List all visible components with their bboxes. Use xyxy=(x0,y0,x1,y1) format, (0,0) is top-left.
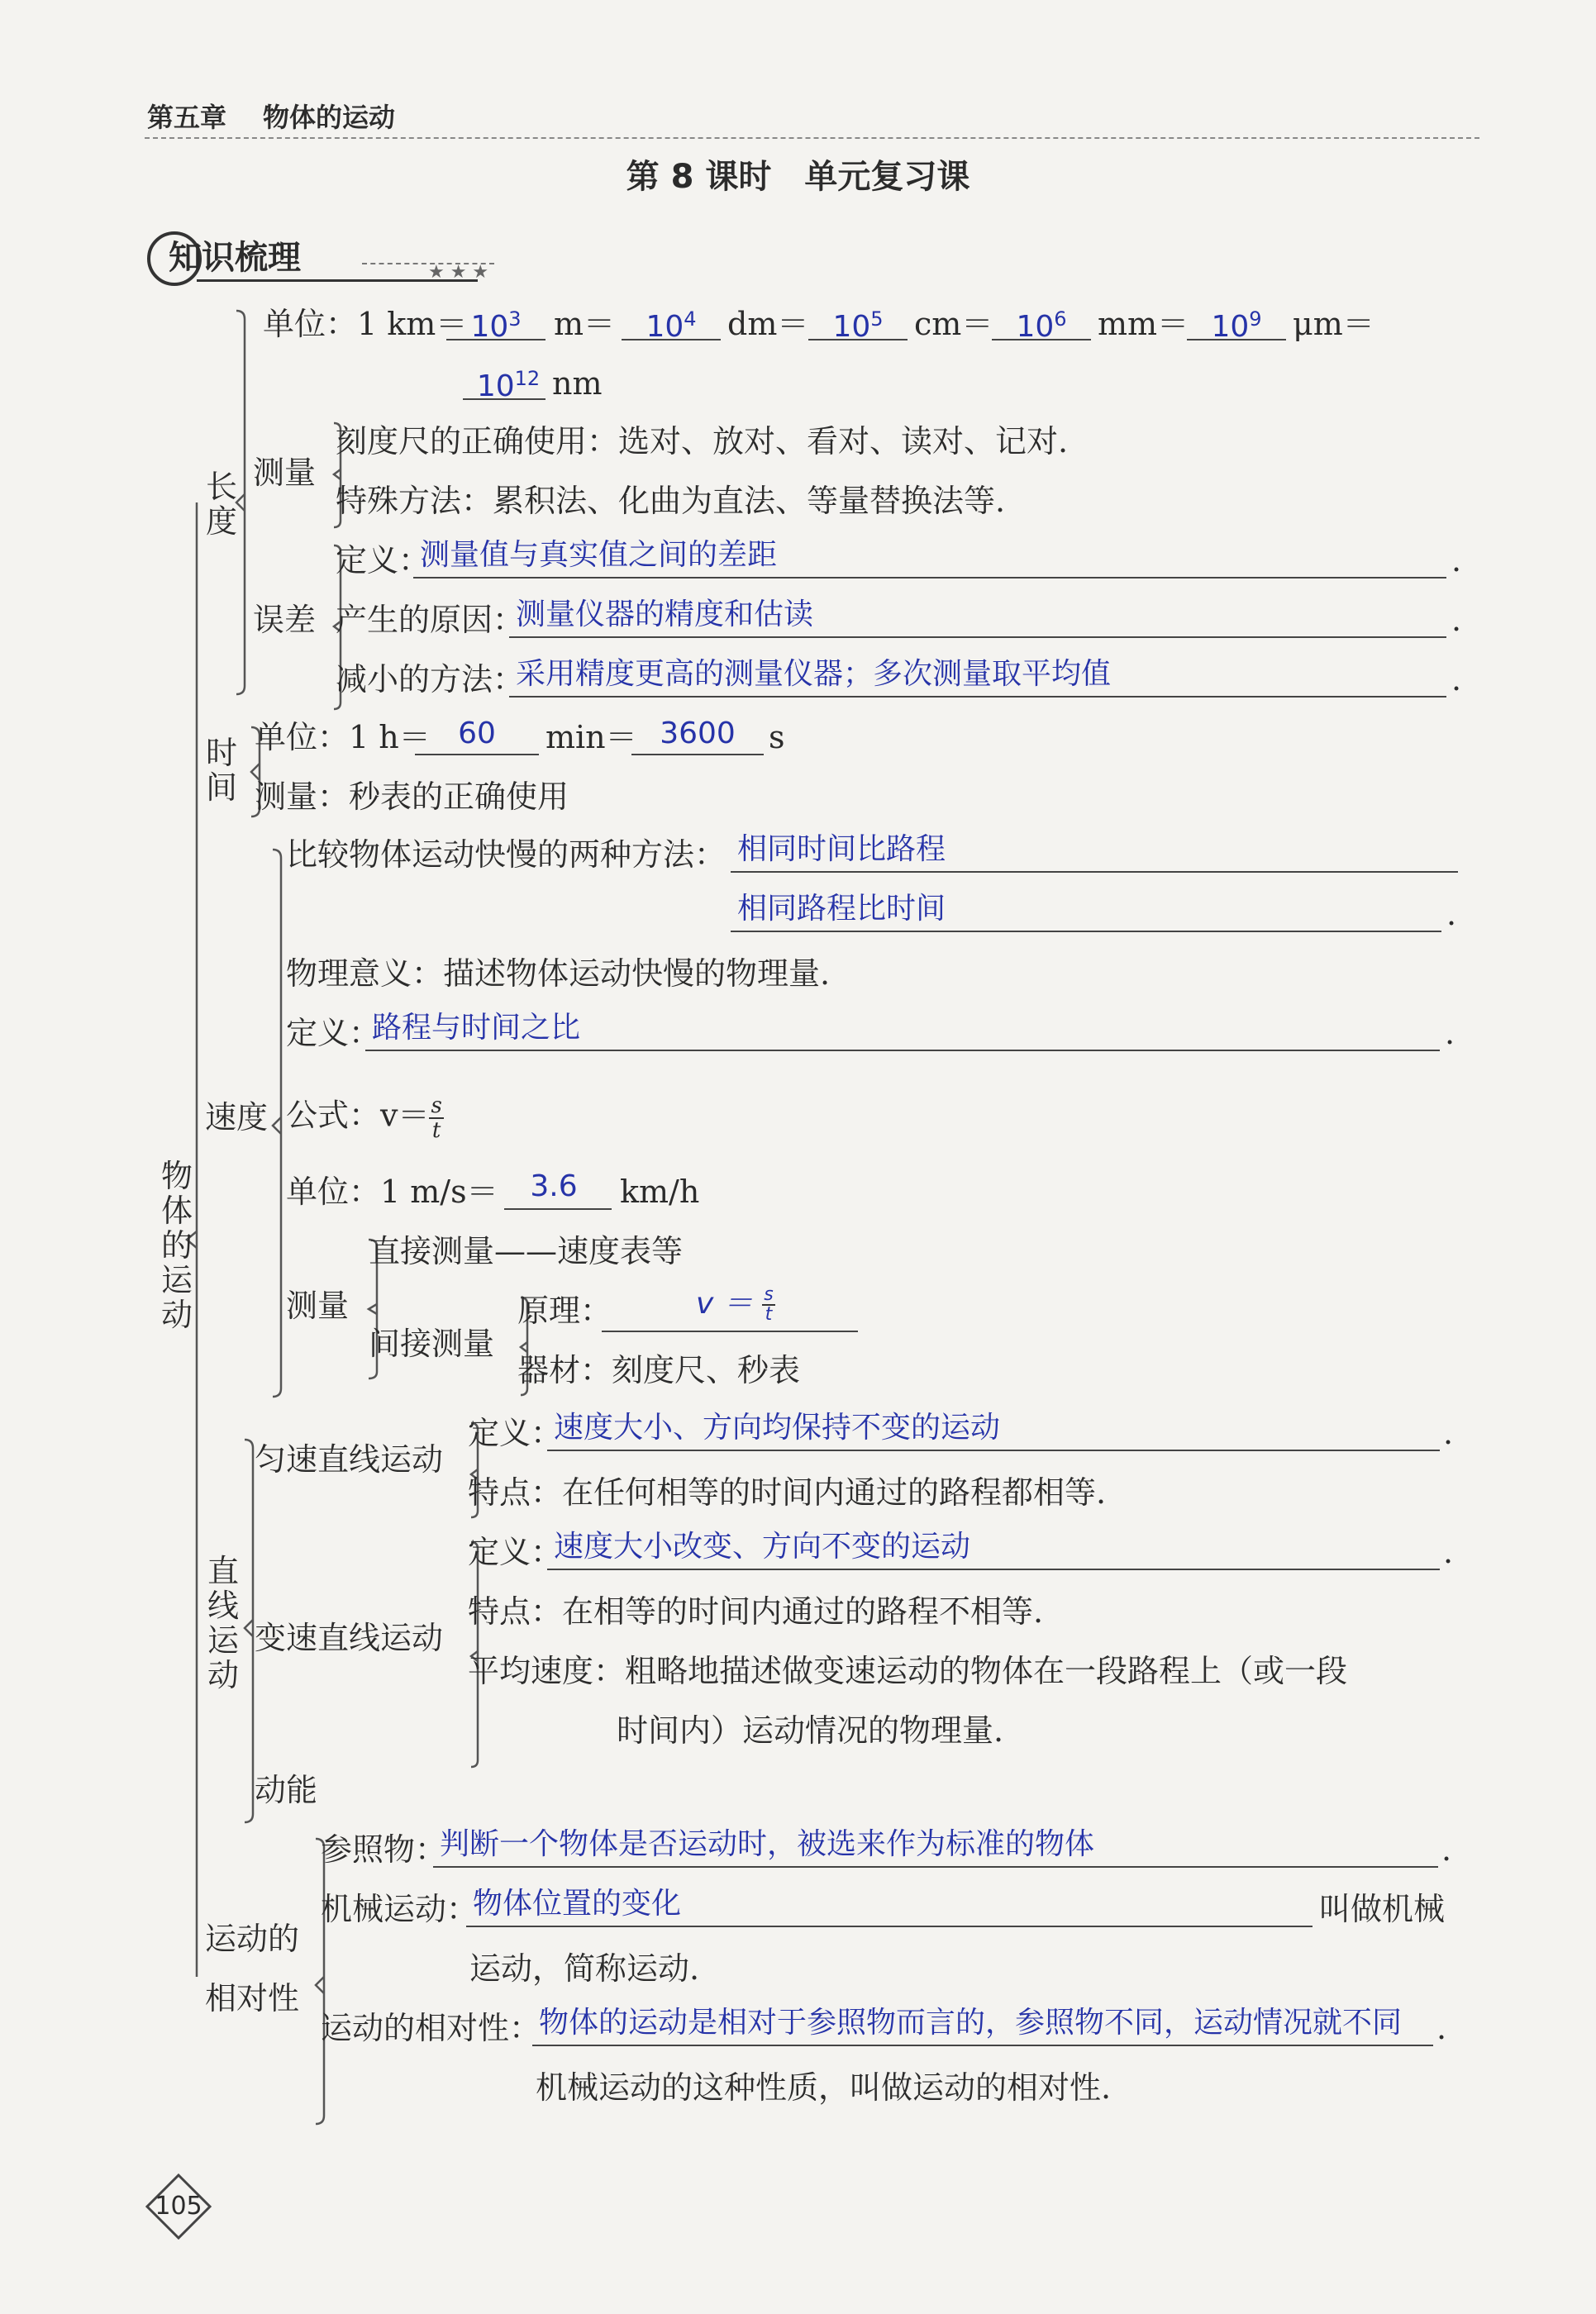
principle-denominator: t xyxy=(765,1304,773,1325)
period: . xyxy=(1446,896,1457,932)
answer-km-um: $10^9$ xyxy=(1211,307,1262,344)
answer-km-m: $10^3$ xyxy=(470,307,522,344)
speed-measure-label: 测量 xyxy=(286,1288,350,1324)
period: . xyxy=(1451,542,1462,578)
blank-hour-min xyxy=(415,754,539,755)
section-badge-label: 知识梳理 xyxy=(169,239,301,277)
reference-label: 参照物： xyxy=(321,1831,447,1868)
error-def-label: 定义： xyxy=(336,542,431,578)
blank-km-m xyxy=(446,339,545,340)
unit-nm: nm xyxy=(552,365,603,402)
lesson-title: 第 8 课时 单元复习课 xyxy=(626,158,970,196)
length-measure-label: 测量 xyxy=(253,455,317,491)
length-measure-ruler: 刻度尺的正确使用：选对、放对、看对、读对、记对. xyxy=(336,423,1069,459)
error-cause-label: 产生的原因： xyxy=(336,602,525,638)
average-speed-line-2: 时间内）运动情况的物理量. xyxy=(617,1712,1004,1749)
relativity-label-2: 相对性 xyxy=(205,1980,300,2016)
answer-km-nm: $10^{12}$ xyxy=(476,367,541,403)
uniform-motion-label: 匀速直线运动 xyxy=(255,1441,444,1478)
speed-formula-label: 公式：v＝ xyxy=(286,1097,430,1134)
blank-km-mm xyxy=(992,339,1091,340)
error-reduce-answer: 采用精度更高的测量仪器；多次测量取平均值 xyxy=(516,657,1112,691)
mechanical-motion-suffix: 叫做机械 xyxy=(1319,1891,1446,1927)
principle-numerator: s xyxy=(764,1284,774,1305)
blank-reference xyxy=(433,1866,1438,1868)
kinetic-energy-label: 动能 xyxy=(255,1772,318,1808)
answer-km-mm: $10^6$ xyxy=(1016,307,1067,344)
variable-feature: 特点：在相等的时间内通过的路程不相等. xyxy=(468,1593,1044,1630)
variable-def-answer: 速度大小改变、方向不变的运动 xyxy=(554,1530,971,1564)
mechanical-motion-label: 机械运动： xyxy=(321,1891,479,1927)
answer-km-dm: $10^4$ xyxy=(646,307,697,344)
blank-mechanical-motion xyxy=(466,1926,1313,1927)
speed-formula xyxy=(286,1094,444,1142)
speed-direct-measure: 直接测量——速度表等 xyxy=(369,1233,684,1269)
equipment: 器材：刻度尺、秒表 xyxy=(517,1352,801,1388)
time-label: 时间 xyxy=(205,735,237,806)
speed-compare-answer-1: 相同时间比路程 xyxy=(737,832,946,866)
chapter-number: 第五章 xyxy=(147,102,227,133)
blank-km-nm xyxy=(463,398,545,400)
principle-label: 原理： xyxy=(517,1293,612,1329)
blank-error-cause xyxy=(509,636,1446,638)
error-cause-answer: 测量仪器的精度和估读 xyxy=(516,598,814,631)
blank-relativity xyxy=(532,2045,1433,2046)
mechanical-motion-line-2: 运动，简称运动. xyxy=(469,1950,700,1987)
speed-indirect-measure: 间接测量 xyxy=(369,1326,495,1362)
speed-compare-answer-2: 相同路程比时间 xyxy=(737,892,946,926)
page-number: 105 xyxy=(155,2192,202,2221)
answer-km-cm: $10^5$ xyxy=(832,307,884,344)
principle-answer: v ＝ $\frac{s}{t}$ xyxy=(696,1284,774,1325)
error-label: 误差 xyxy=(253,602,317,638)
average-speed-line-1: 平均速度：粗略地描述做变速运动的物体在一段路程上（或一段 xyxy=(468,1653,1348,1689)
speed-def-label: 定义： xyxy=(286,1015,381,1051)
period: . xyxy=(1443,1415,1454,1451)
blank-error-reduce xyxy=(509,696,1446,698)
error-reduce-label: 减小的方法： xyxy=(336,661,525,698)
unit-um: μm＝ xyxy=(1293,306,1374,342)
length-label: 长度 xyxy=(205,469,237,540)
unit-min: min＝ xyxy=(545,719,637,755)
relativity-line-2: 机械运动的这种性质，叫做运动的相对性. xyxy=(536,2069,1112,2106)
mechanical-motion-answer: 物体位置的变化 xyxy=(473,1887,682,1921)
blank-speed-compare-1 xyxy=(731,871,1458,873)
variable-motion-label: 变速直线运动 xyxy=(255,1620,444,1656)
unit-mm: mm＝ xyxy=(1098,306,1189,342)
error-def-answer: 测量值与真实值之间的差距 xyxy=(420,538,778,572)
reference-answer: 判断一个物体是否运动时，被选来作为标准的物体 xyxy=(440,1827,1095,1861)
blank-error-def xyxy=(413,577,1446,578)
formula-numerator: s xyxy=(431,1093,442,1118)
speed-compare-label: 比较物体运动快慢的两种方法： xyxy=(286,836,727,873)
blank-km-cm xyxy=(808,339,908,340)
blank-speed-unit xyxy=(504,1208,612,1210)
root-label: 物体的运动 xyxy=(160,1158,193,1333)
speed-def-answer: 路程与时间之比 xyxy=(372,1011,581,1045)
period: . xyxy=(1436,2010,1447,2046)
unit-s: s xyxy=(769,719,785,755)
blank-hour-s xyxy=(631,754,764,755)
relativity-label: 运动的相对性： xyxy=(321,2010,541,2046)
blank-principle xyxy=(602,1331,858,1332)
blank-km-dm xyxy=(622,339,721,340)
formula-denominator: t xyxy=(431,1118,441,1143)
speed-unit-label: 单位：1 m/s＝ xyxy=(286,1174,498,1210)
variable-def-label: 定义： xyxy=(468,1534,563,1570)
relativity-answer: 物体的运动是相对于参照物而言的，参照物不同，运动情况就不同 xyxy=(539,2006,1403,2040)
length-unit-prefix: 单位：1 km＝ xyxy=(263,306,468,342)
chapter-title: 物体的运动 xyxy=(263,102,396,133)
time-unit-prefix: 单位：1 h＝ xyxy=(255,719,431,755)
unit-m: m＝ xyxy=(554,306,616,342)
relativity-label-1: 运动的 xyxy=(205,1921,300,1957)
period: . xyxy=(1451,602,1462,638)
time-measure: 测量：秒表的正确使用 xyxy=(255,778,569,815)
uniform-def-label: 定义： xyxy=(468,1415,563,1451)
uniform-feature: 特点：在任何相等的时间内通过的路程都相等. xyxy=(468,1474,1107,1511)
speed-unit-answer: 3.6 xyxy=(530,1169,578,1203)
blank-uniform-def xyxy=(547,1450,1440,1451)
blank-variable-def xyxy=(547,1569,1440,1570)
unit-kmh: km/h xyxy=(620,1174,700,1210)
period: . xyxy=(1451,661,1462,698)
speed-meaning: 物理意义：描述物体运动快慢的物理量. xyxy=(286,955,831,992)
period: . xyxy=(1443,1534,1454,1570)
linear-motion-label: 直线运动 xyxy=(207,1553,239,1693)
period: . xyxy=(1445,1015,1455,1051)
speed-label: 速度 xyxy=(205,1099,269,1136)
length-measure-special: 特殊方法：累积法、化曲为直法、等量替换法等. xyxy=(336,483,1006,519)
unit-cm: cm＝ xyxy=(914,306,993,342)
unit-dm: dm＝ xyxy=(727,306,809,342)
answer-hour-s: 3600 xyxy=(660,717,736,750)
blank-speed-compare-2 xyxy=(731,931,1441,932)
badge-star-icon: ★ ★ ★ xyxy=(428,262,489,283)
blank-km-um xyxy=(1187,339,1286,340)
period: . xyxy=(1441,1831,1452,1868)
uniform-def-answer: 速度大小、方向均保持不变的运动 xyxy=(554,1411,1001,1445)
page-number-badge xyxy=(145,2174,212,2240)
blank-speed-def xyxy=(365,1050,1440,1051)
answer-hour-min: 60 xyxy=(458,717,496,750)
